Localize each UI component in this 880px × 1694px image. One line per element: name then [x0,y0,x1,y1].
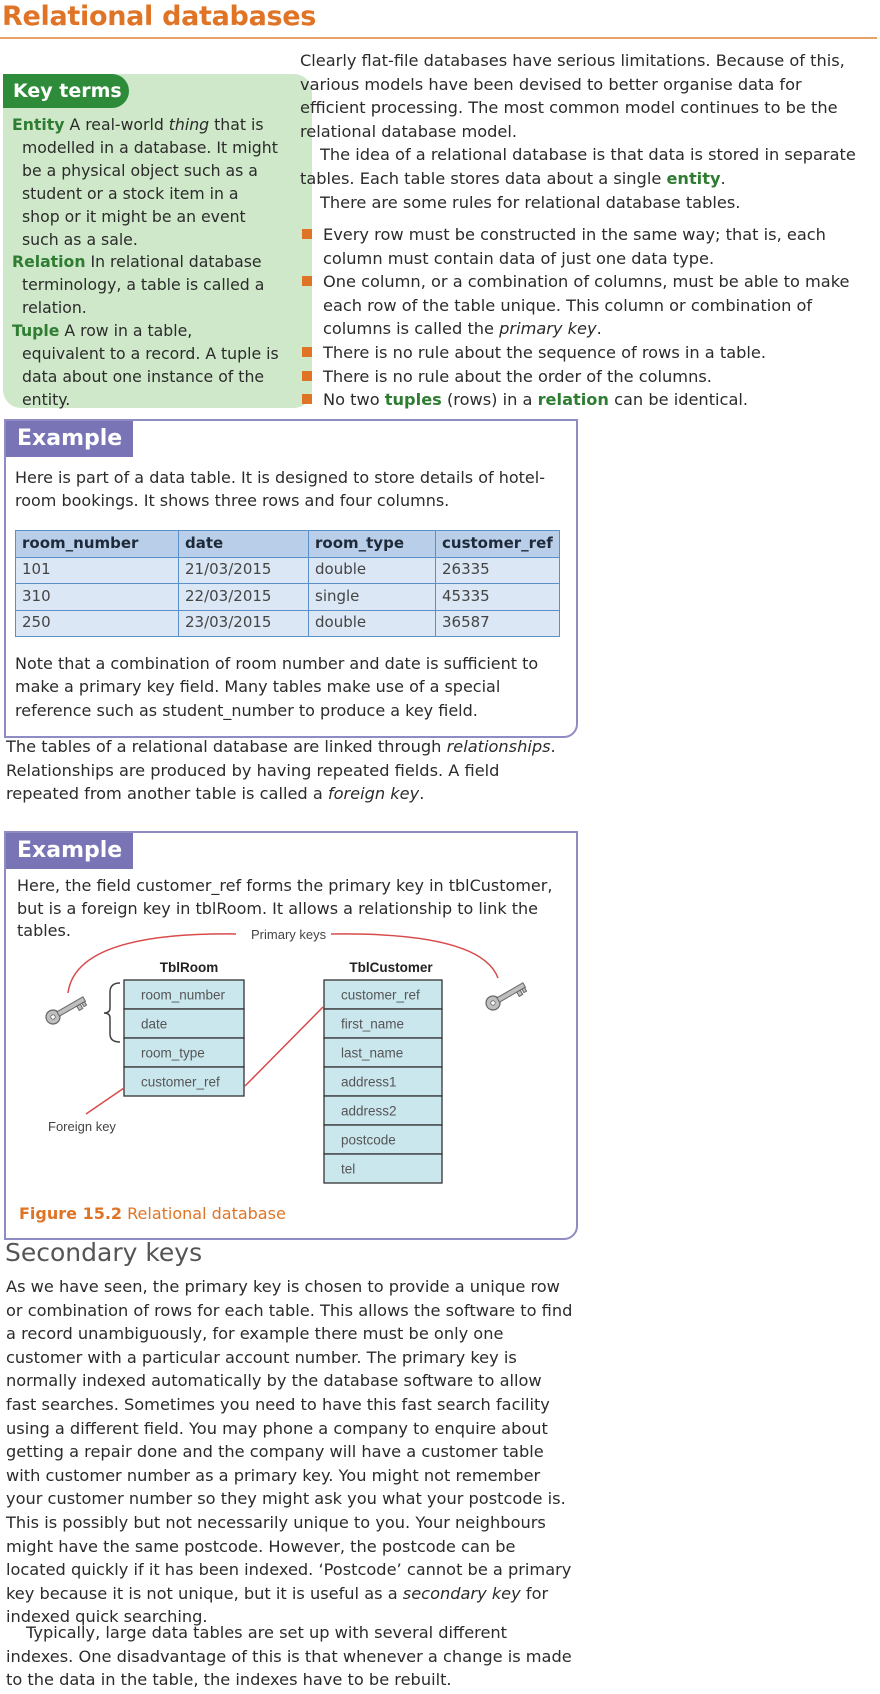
key-term-emphasis: thing [168,115,210,134]
rule-text: There is no rule about the sequence of rows in a table. [323,342,767,362]
key-term-relation [12,251,280,320]
rule-item [300,388,875,412]
paragraph-text: . Relationships are produced by having repeated fields. A field repeated from another table is called a [6,737,556,804]
rule-item [300,341,875,365]
tblcustomer-title: TblCustomer [349,960,433,975]
emphasis-relationships: relationships [446,737,551,756]
table-row [16,584,560,611]
example-1-intro: Here is part of a data table. It is designed to store details of hotel-room bookings. It shows three rows and four columns. [15,468,545,511]
intro-paragraph [300,143,870,190]
field-label: room_number [141,987,226,1003]
field-label: postcode [341,1132,396,1148]
rule-text: (rows) in a [441,390,538,410]
secondary-keys-heading: Secondary keys [5,1238,203,1267]
bullet-square-icon [302,394,312,404]
table-cell: 21/03/2015 [179,557,309,584]
table-header-row [16,531,560,558]
bookings-table [15,530,560,637]
foreign-key-pointer [86,1088,124,1114]
rule-text: There is no rule about the order of the columns. [323,366,712,386]
field-label: customer_ref [341,987,420,1003]
example-2-intro: Here, the field customer_ref forms the primary key in tblCustomer, but is a foreign key in tblRoom. It allows a relationship to link the tables. [17,876,553,941]
highlight-relation: relation [537,390,609,410]
key-term-text: In relational database terminology, a table is called a relation. [22,252,265,318]
table-cell: 310 [16,584,179,611]
rule-text: No two [323,390,385,410]
intro-paragraph: There are some rules for relational database tables. [320,192,741,212]
highlight-entity: entity [666,168,721,188]
emphasis-secondary-key: secondary key [402,1583,521,1603]
rule-text: One column, or a combination of columns, must be able to make each row of the table unique. This column or combination of columns is called the [323,272,850,339]
column-header: date [179,531,309,558]
relationships-paragraph [6,735,566,806]
example-badge-1: Example [6,421,133,457]
field-label: customer_ref [141,1074,220,1090]
key-term-text: that is modelled in a database. It might be a physical object such as a student or a stock item in a shop or it might be an event such as a sale. [22,115,278,249]
page-title: Relational databases [2,1,317,32]
rule-emphasis: primary key [499,319,597,339]
bullet-square-icon [302,347,312,357]
table-cell: 23/03/2015 [179,610,309,637]
field-label: address2 [341,1103,397,1119]
key-term-text: A row in a table, equivalent to a record. A tuple is data about one instance of the entity. [22,321,279,409]
column-header: room_number [16,531,179,558]
field-label: last_name [341,1045,404,1061]
key-term-name: Entity [12,115,65,134]
example-badge-2: Example [6,833,133,869]
paragraph-text: . [419,784,425,804]
intro-text [300,49,870,214]
rule-text: . [596,319,602,339]
paragraph-text: As we have seen, the primary key is chosen to provide a unique row or combination of rows for each table. This allows the software to find a record unambiguously, for example there must be only one customer with a particular account number. The primary key is normally indexed automatically by the database software to allow fast searches. Sometimes you need to have this fast search facility using a different field. You may phone a company to enquire about getting a repair done and the company will have a customer table with customer number as a primary key. You might not remember your customer number so they might ask you what your postcode is. This is possibly but not necessarily unique to you. Your neighbours might have the same postcode. However, the postcode can be located quickly if it has been indexed. ‘Postcode’ cannot be a primary key because it is not unique, but it is useful as a [6,1277,573,1603]
primary-keys-label: Primary keys [251,927,327,942]
column-header: customer_ref [436,531,560,558]
table-cell: 22/03/2015 [179,584,309,611]
key-term-text: A real-world [64,115,169,134]
secondary-keys-paragraph-2: Typically, large data tables are set up with several different indexes. One disadvantage of this is that whenever a change is made to the data in the table, the indexes have to be rebuilt. [6,1623,572,1690]
key-icon-left [43,993,87,1027]
table-cell: double [309,610,436,637]
foreign-key-label: Foreign key [48,1119,116,1134]
table-cell: 101 [16,557,179,584]
field-label: tel [341,1161,356,1177]
table-cell: 26335 [436,557,560,584]
paragraph-text: for indexed quick searching. [6,1583,549,1627]
field-label: first_name [341,1016,405,1032]
rule-item [300,270,875,341]
field-label: room_type [141,1045,205,1061]
emphasis-foreign-key: foreign key [327,784,420,804]
key-term-name: Relation [12,252,86,272]
title-rule [0,37,877,39]
key-terms-list [12,114,280,412]
column-header: room_type [309,531,436,558]
rule-text: Every row must be constructed in the same way; that is, each column must contain data of just one data type. [323,225,826,268]
table-cell: 250 [16,610,179,637]
table-cell: 45335 [436,584,560,611]
figure-title: Relational database [122,1204,286,1223]
key-term-entity [12,114,280,251]
intro-paragraph: Clearly flat-file databases have serious limitations. Because of this, various models have been devised to better organise data for efficient processing. The most common model continues to be the relational database model. [300,51,845,141]
key-term-name: Tuple [12,321,60,341]
figure-caption [19,1203,286,1225]
bullet-square-icon [302,229,312,239]
rule-item [300,223,875,270]
figure-number: Figure 15.2 [19,1204,123,1223]
tblroom-title: TblRoom [159,960,219,975]
brace [104,983,120,1042]
tblcustomer-fields [324,980,442,1183]
bullet-square-icon [302,371,312,381]
secondary-keys-paragraph-1 [6,1275,576,1629]
key-term-tuple [12,320,280,412]
rules-list [300,223,875,412]
field-label: date [141,1016,168,1032]
example-1-note: Note that a combination of room number and date is sufficient to make a primary key field. Many tables make use of a special reference such as student_number to produce a key field. [15,654,539,720]
paragraph-text: The tables of a relational database are linked through [6,737,447,756]
key-icon-right [483,979,527,1013]
highlight-tuples: tuples [384,390,442,410]
relationship-line [245,1007,323,1086]
table-cell: single [309,584,436,611]
intro-text-span: . [720,168,726,188]
table-cell: double [309,557,436,584]
intro-text-span: The idea of a relational database is that data is stored in separate tables. Each table stores data about a single [300,145,856,188]
key-terms-badge: Key terms [3,74,129,108]
relational-diagram [6,920,572,1200]
table-cell: 36587 [436,610,560,637]
table-row [16,557,560,584]
rule-text: can be identical. [608,390,749,410]
table-row [16,610,560,637]
field-label: address1 [341,1074,397,1090]
rule-item [300,365,875,389]
bullet-square-icon [302,276,312,286]
tblroom-fields [124,980,244,1096]
